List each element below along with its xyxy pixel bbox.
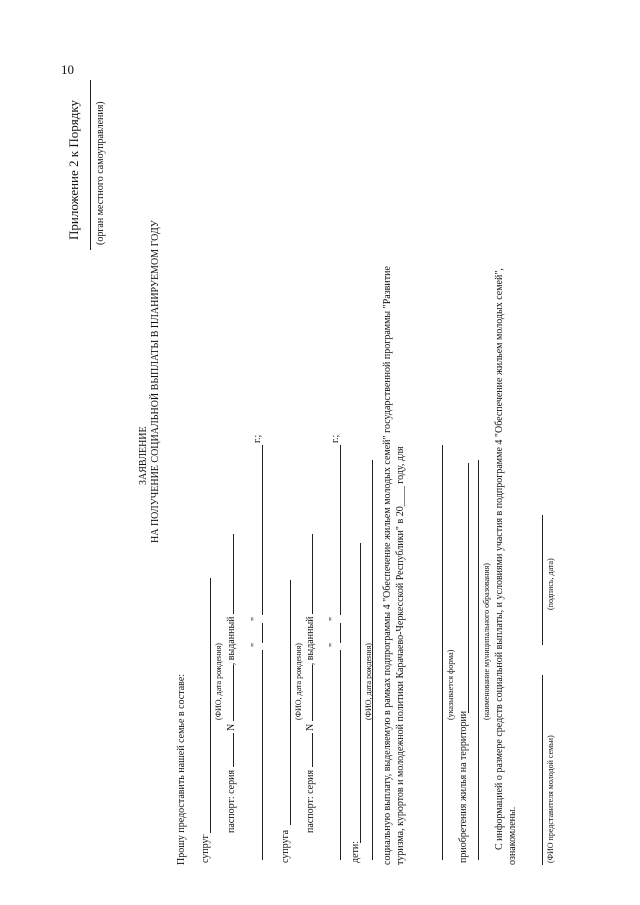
- para2-line2: ознакомлены.: [507, 806, 518, 865]
- passport-label: паспорт: серия: [226, 769, 237, 833]
- passport-issued-label: , выданный: [305, 616, 316, 666]
- organ-caption: (орган местного самоуправления): [95, 101, 106, 245]
- passport-number-field[interactable]: [312, 665, 313, 721]
- spouse-f-year-suffix: г.;: [330, 434, 341, 443]
- spouse-f-month-line: [340, 445, 341, 615]
- representative-line: [542, 675, 543, 865]
- children-extra-line: [372, 460, 373, 860]
- passport-series-field[interactable]: [312, 733, 313, 767]
- organ-line: [90, 80, 91, 250]
- document-subtitle: НА ПОЛУЧЕНИЕ СОЦИАЛЬНОЙ ВЫПЛАТЫ В ПЛАНИРУЕМОМ ГОДУ: [150, 220, 161, 543]
- page-number: 10: [61, 62, 74, 77]
- children-fio-caption: (ФИО, дата рождения): [364, 643, 373, 720]
- spouse-m-issuer-line2: [262, 650, 263, 860]
- passport-issuer-field[interactable]: [233, 534, 234, 614]
- passport-number-field[interactable]: [233, 665, 234, 721]
- passport-issued-label: , выданный: [226, 616, 237, 666]
- children-fio-line: [360, 543, 361, 843]
- spouse-m-year-suffix: г.;: [252, 434, 263, 443]
- spouse-f-label: супруга: [280, 829, 291, 863]
- municipality-caption: (наименование муниципального образования): [482, 563, 491, 720]
- appendix-heading: Приложение 2 к Порядку: [66, 100, 81, 240]
- signature-line: [542, 515, 543, 645]
- intro-text: Прошу предоставить нашей семье в составе:: [176, 673, 187, 865]
- acquisition-text: приобретения жилья на территории: [458, 710, 469, 863]
- para1-line1: социальную выплату, выделяемую в рамках подпрограммы 4 "Обеспечение жильем молодых семей" государственной программы "Развитие: [382, 266, 393, 865]
- spouse-m-month-line: [262, 445, 263, 615]
- spouse-m-fio-line: [210, 578, 211, 833]
- form-caption: (указывается форма): [446, 649, 455, 720]
- document-title: ЗАЯВЛЕНИЕ: [138, 426, 149, 485]
- spouse-m-label: супруг: [200, 834, 211, 863]
- spouse-f-passport: [305, 534, 316, 833]
- para1-line2: туризма, курортов и молодежной политики Карачаево-Черкесской Республики" в 20____ году, для: [395, 446, 406, 865]
- passport-number-label: N: [305, 723, 316, 731]
- spouse-f-issuer-line2: [340, 650, 341, 860]
- spouse-m-quote1: ": [250, 642, 261, 647]
- spouse-m-day-line: [262, 623, 263, 643]
- spouse-f-day-line: [340, 623, 341, 643]
- signature-caption: (подпись, дата): [546, 558, 555, 610]
- spouse-m-fio-caption: (ФИО, дата рождения): [214, 643, 223, 720]
- passport-number-label: N: [226, 723, 237, 731]
- spouse-f-quote1: ": [328, 642, 339, 647]
- passport-series-field[interactable]: [233, 733, 234, 767]
- para2-line1: С информацией о размере средств социальной выплаты, и условиями участия в подпрограмме 4 "Обеспечение жильем молодых семей",: [494, 268, 505, 850]
- acquisition-line: [468, 463, 469, 713]
- spouse-m-passport: [226, 534, 237, 833]
- municipality-line: [478, 460, 479, 860]
- spouse-f-fio-caption: (ФИО, дата рождения): [294, 643, 303, 720]
- passport-issuer-field[interactable]: [312, 534, 313, 614]
- passport-label: паспорт: серия: [305, 769, 316, 833]
- spouse-m-quote2: ": [250, 616, 261, 621]
- spouse-f-fio-line: [290, 580, 291, 825]
- form-line: [442, 445, 443, 860]
- representative-caption: (ФИО представителя молодой семьи): [546, 735, 555, 863]
- spouse-f-quote2: ": [328, 616, 339, 621]
- children-label: дети:: [350, 840, 361, 863]
